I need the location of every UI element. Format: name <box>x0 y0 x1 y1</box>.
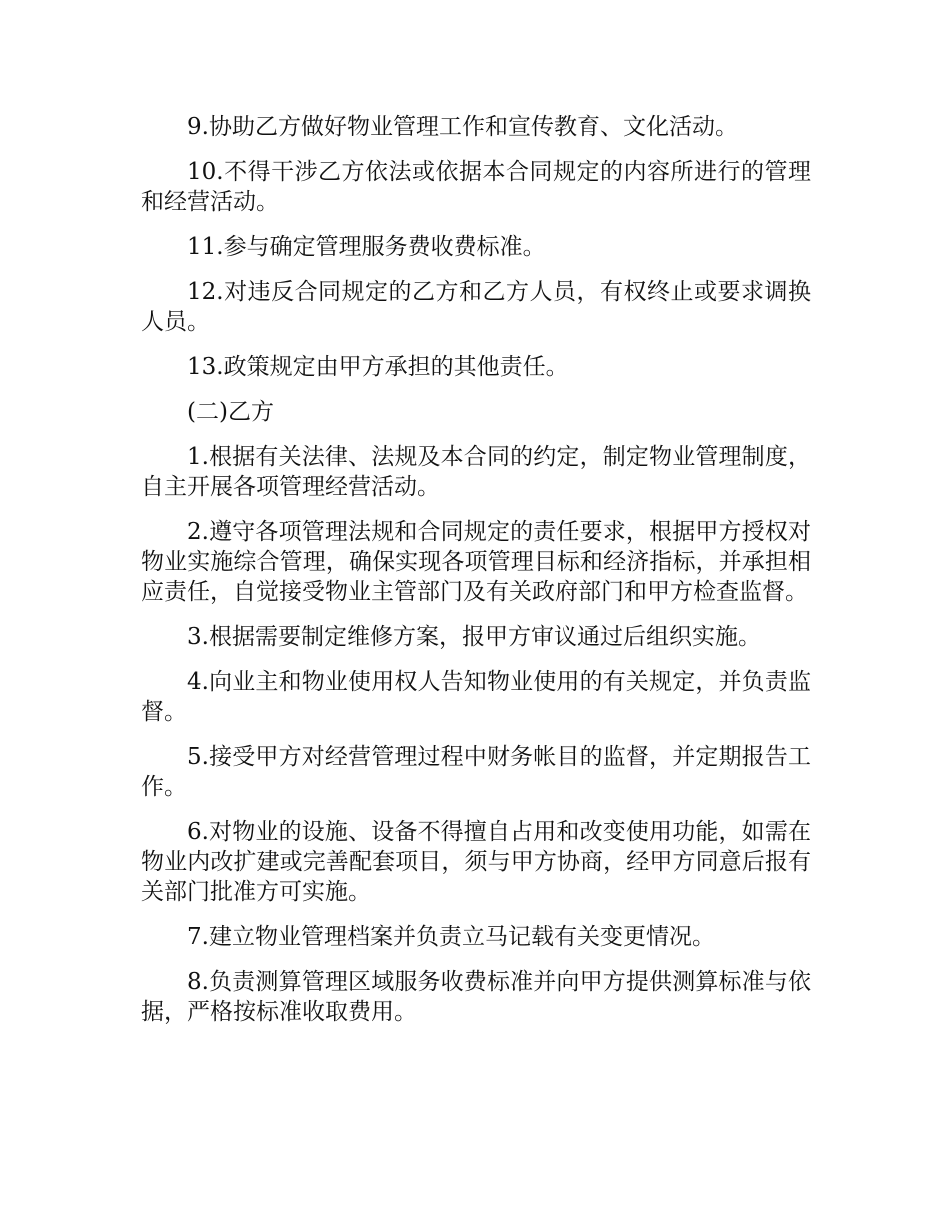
clause-jia-9: 9.协助乙方做好物业管理工作和宣传教育、文化活动。 <box>187 114 738 140</box>
clause-jia-13: 13.政策规定由甲方承担的其他责任。 <box>187 354 569 380</box>
clause-yi-2: 2.遵守各项管理法规和合同规定的责任要求，根据甲方授权对物业实施综合管理，确保实现各项管理目标和经济指标，并承担相应责任，自觉接受物业主管部门及有关政府部门和甲方检查监督。 <box>141 519 811 605</box>
clause-yi-8: 8.负责测算管理区域服务收费标准并向甲方提供测算标准与依据，严格按标准收取费用。 <box>141 969 811 1025</box>
clause-yi-4: 4.向业主和物业使用权人告知物业使用的有关规定，并负责监督。 <box>141 669 811 725</box>
clause-yi-7: 7.建立物业管理档案并负责立马记载有关变更情况。 <box>187 924 715 950</box>
clause-yi-3: 3.根据需要制定维修方案，报甲方审议通过后组织实施。 <box>187 624 761 650</box>
clause-yi-5: 5.接受甲方对经营管理过程中财务帐目的监督，并定期报告工作。 <box>141 744 811 800</box>
clause-jia-11: 11.参与确定管理服务费收费标准。 <box>187 234 546 260</box>
clause-yi-6: 6.对物业的设施、设备不得擅自占用和改变使用功能，如需在物业内改扩建或完善配套项目，须与甲方协商，经甲方同意后报有关部门批准方可实施。 <box>141 819 811 905</box>
clause-yi-1: 1.根据有关法律、法规及本合同的约定，制定物业管理制度，自主开展各项管理经营活动。 <box>141 444 811 500</box>
document-page <box>141 112 811 1042</box>
section-heading-yi: (二)乙方 <box>187 399 274 425</box>
clause-jia-12: 12.对违反合同规定的乙方和乙方人员，有权终止或要求调换人员。 <box>141 279 811 335</box>
clause-jia-10: 10.不得干涉乙方依法或依据本合同规定的内容所进行的管理和经营活动。 <box>141 159 811 215</box>
